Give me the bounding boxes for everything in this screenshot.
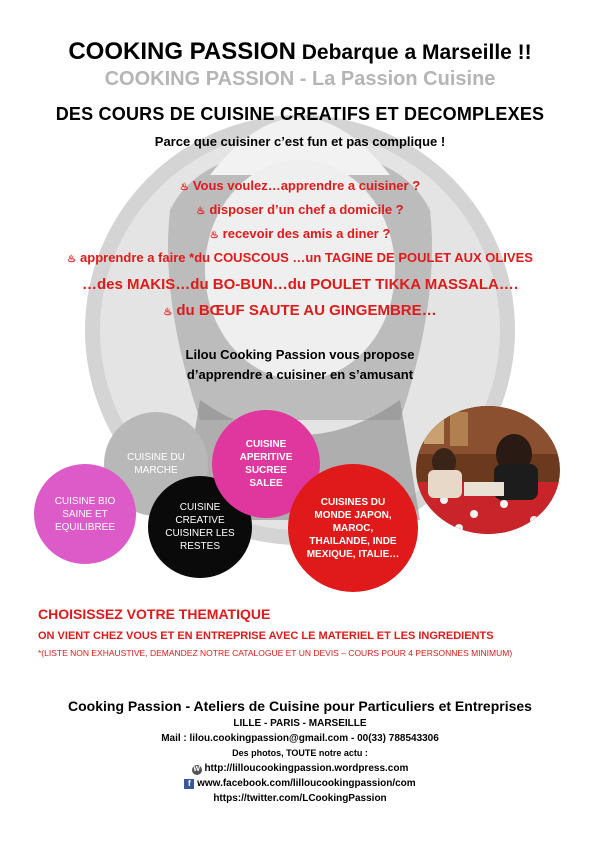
chef-hat-icon: ♨: [179, 182, 189, 193]
headline: DES COURS DE CUISINE CREATIFS ET DECOMPLEXES: [55, 104, 545, 124]
cta-note: *(LISTE NON EXHAUSTIVE, DEMANDEZ NOTRE CATALOGUE ET UN DEVIS – COURS POUR 4 PERSONNES MINIMUM): [38, 648, 513, 658]
theme-bio-label: CUISINE BIO SAINE ET EQUILIBREE: [54, 495, 116, 533]
theme-bio-circle: [34, 464, 136, 564]
theme-monde-label: CUISINES DU MONDE JAPON, MAROC, THAILANDE, INDE MEXIQUE, ITALIE…: [306, 496, 400, 560]
footer-cities: LILLE - PARIS - MARSEILLE: [233, 718, 367, 729]
question-1: ♨ Vous voulez…apprendre a cuisiner ?: [179, 178, 421, 193]
theme-marche-label: CUISINE DU MARCHE: [127, 452, 185, 476]
wordpress-link[interactable]: http://lilloucookingpassion.wordpress.com: [204, 763, 409, 774]
question-5: …des MAKIS…du BO-BUN…du POULET TIKKA MASSALA….: [81, 276, 519, 293]
page-title: [0, 38, 600, 66]
footer-heading: Cooking Passion - Ateliers de Cuisine pour Particuliers et Entreprises: [68, 698, 532, 714]
propose-line-1: Lilou Cooking Passion vous propose: [185, 347, 415, 362]
footer-facebook[interactable]: [0, 778, 600, 789]
footer-twitter[interactable]: https://twitter.com/LCookingPassion: [213, 793, 387, 804]
chef-hat-icon: ♨: [163, 307, 173, 318]
chef-hat-icon: ♨: [209, 230, 219, 241]
theme-creative-label: CUISINE CREATIVE CUISINER LES RESTES: [165, 502, 235, 552]
chef-hat-icon: ♨: [67, 254, 77, 265]
facebook-link[interactable]: www.facebook.com/lilloucookingpassion/com: [197, 778, 416, 789]
title-brand: COOKING PASSION: [68, 38, 296, 65]
cta-visit: ON VIENT CHEZ VOUS ET EN ENTREPRISE AVEC LE MATERIEL ET LES INGREDIENTS: [38, 630, 494, 642]
cooking-class-photo: [414, 404, 562, 536]
footer-mail: Mail : lilou.cookingpassion@gmail.com - 00(33) 788543306: [161, 733, 439, 744]
title-rest: Debarque a Marseille !!: [301, 41, 532, 64]
theme-aperitive-label: CUISINE APERITIVE SUCREE SALEE: [239, 439, 293, 489]
chef-hat-icon: ♨: [196, 206, 206, 217]
question-4: ♨ apprendre a faire *du COUSCOUS …un TAGINE DE POULET AUX OLIVES: [67, 250, 533, 265]
facebook-icon: f: [184, 779, 194, 789]
theme-monde-circle: [288, 464, 418, 592]
footer-photos: Des photos, TOUTE notre actu :: [232, 748, 368, 758]
question-3: ♨ recevoir des amis a diner ?: [209, 226, 391, 241]
cta-choose: CHOISISSEZ VOTRE THEMATIQUE: [38, 606, 271, 622]
footer-wordpress[interactable]: [0, 763, 600, 775]
wordpress-icon: W: [193, 766, 200, 773]
tagline: Parce que cuisiner c’est fun et pas complique !: [154, 134, 446, 149]
propose-line-2: d’apprendre a cuisiner en s’amusant: [186, 367, 414, 382]
question-2: ♨ disposer d’un chef a domicile ?: [196, 202, 404, 217]
question-6: ♨ du BŒUF SAUTE AU GINGEMBRE…: [163, 302, 437, 319]
subtitle: COOKING PASSION - La Passion Cuisine: [104, 68, 496, 90]
